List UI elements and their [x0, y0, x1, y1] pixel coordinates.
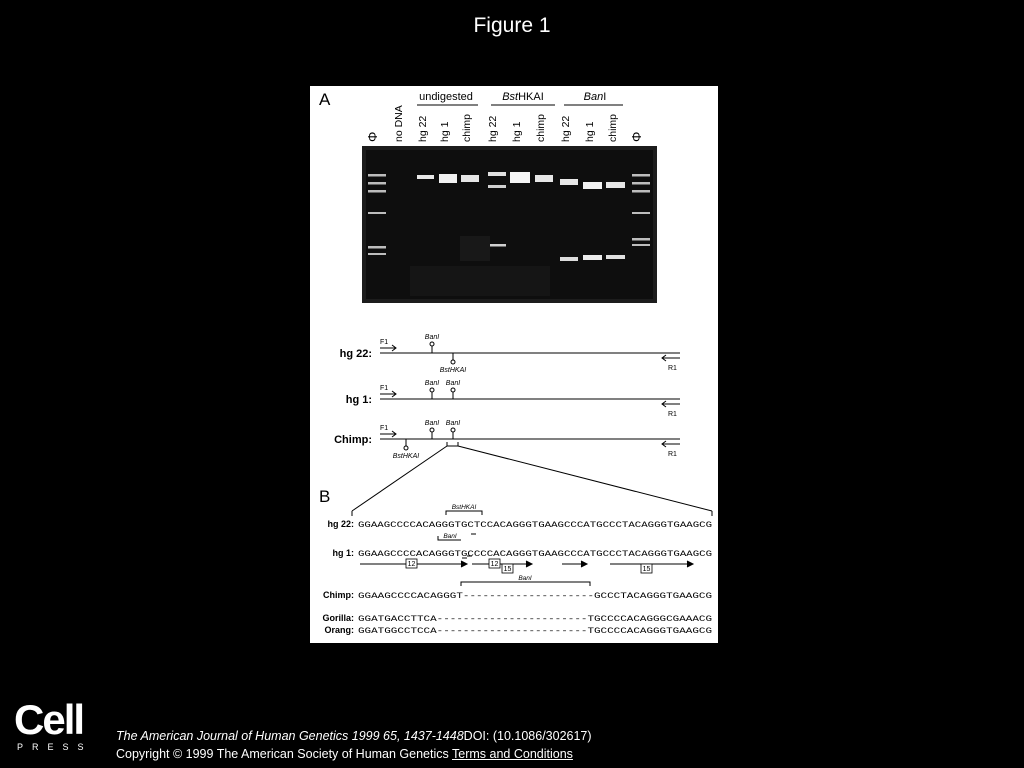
site-bani-hg22: BanI [424, 334, 440, 341]
sequence-name: Gorilla: [322, 613, 354, 623]
gel-image [362, 146, 657, 303]
repeat-12-b: 12 [490, 561, 499, 568]
site-bani-hg1-a: BanI [424, 380, 440, 387]
citation-journal: The American Journal of Human Genetics 1999 65, 1437-1448 [116, 729, 464, 743]
group-header-bani: BanI [583, 91, 607, 103]
repeat-15-a: 15 [503, 566, 512, 573]
map-label-hg1: hg 1: [345, 394, 372, 406]
primer-r1-hg1: R1 [668, 411, 677, 418]
sequence-text: GGAAGCCCCACAGGGTGCCCCACAGGGTGAAGCCCATGCCCTACAGGGTGAAGCG [358, 549, 712, 559]
sequence-text: GGAAGCCCCACAGGGT--------------------GCCCTACAGGGTGAAGCG [358, 591, 712, 601]
logo-sub: PRESS [17, 742, 93, 752]
lane-label: hg 1 [439, 121, 451, 142]
primer-f1-chimp: F1 [380, 425, 389, 432]
lane-label: Φ [365, 131, 380, 142]
lane-labels [365, 105, 644, 142]
primer-f1-hg1: F1 [380, 385, 389, 392]
repeat-12-a: 12 [407, 561, 416, 568]
lane-label: chimp [461, 113, 473, 142]
lane-label: chimp [535, 113, 547, 142]
primer-f1-hg22: F1 [380, 339, 389, 346]
b-site-bani-chimp: BanI [518, 575, 532, 582]
map-label-chimp: Chimp: [334, 434, 372, 446]
sequence-text: GGATGACCTTCA-----------------------TGCCCCACAGGGCGAAACG [358, 614, 712, 624]
lane-label: Φ [629, 131, 644, 142]
group-header-bsthkai: BstHKAI [502, 91, 544, 103]
citation [116, 729, 592, 743]
citation-doi: DOI: (10.1086/302617) [463, 729, 592, 743]
panel-a-label: A [319, 90, 331, 109]
sequence-alignment [322, 519, 712, 636]
b-site-bsthkai: BstHKAI [451, 504, 477, 511]
slide-title: Figure 1 [473, 14, 551, 37]
lane-label: hg 22 [487, 115, 499, 142]
site-bani-chimp-a: BanI [424, 420, 440, 427]
lane-label: hg 1 [584, 121, 596, 142]
sequence-name: hg 22: [327, 519, 354, 529]
group-header-undigested: undigested [419, 91, 473, 103]
lane-label: chimp [607, 113, 619, 142]
copyright [116, 747, 573, 761]
sequence-name: Chimp: [323, 590, 354, 600]
lane-label: hg 1 [511, 121, 523, 142]
sequence-text: GGATGGCCTCCA-----------------------TGCCCCACAGGGTGAAGCG [358, 626, 712, 636]
figure-panel [310, 86, 718, 643]
lane-label: hg 22 [417, 115, 429, 142]
sequence-name: hg 1: [332, 548, 354, 558]
sequence-name: Orang: [324, 625, 354, 635]
site-bani-chimp-b: BanI [445, 420, 461, 427]
lane-label: hg 22 [560, 115, 572, 142]
sequence-text: GGAAGCCCCACAGGGTGCTCCACAGGGTGAAGCCCATGCCCTACAGGGTGAAGCG [358, 520, 712, 530]
repeat-15-b: 15 [642, 566, 651, 573]
b-site-bani-hg1: BanI [443, 533, 457, 540]
logo-word: Cell [14, 696, 84, 743]
site-bsthkai-chimp: BstHKAI [392, 453, 420, 460]
cell-press-logo [14, 696, 93, 752]
map-label-hg22: hg 22: [339, 348, 372, 360]
site-bsthkai-hg22: BstHKAI [439, 367, 467, 374]
terms-link[interactable]: Terms and Conditions [452, 747, 573, 761]
copyright-text: Copyright © 1999 The American Society of Human Genetics [116, 747, 449, 761]
site-bani-hg1-b: BanI [445, 380, 461, 387]
lane-label: no DNA [393, 105, 405, 142]
primer-r1-chimp: R1 [668, 451, 677, 458]
primer-r1-hg22: R1 [668, 365, 677, 372]
panel-b-label: B [319, 487, 331, 506]
